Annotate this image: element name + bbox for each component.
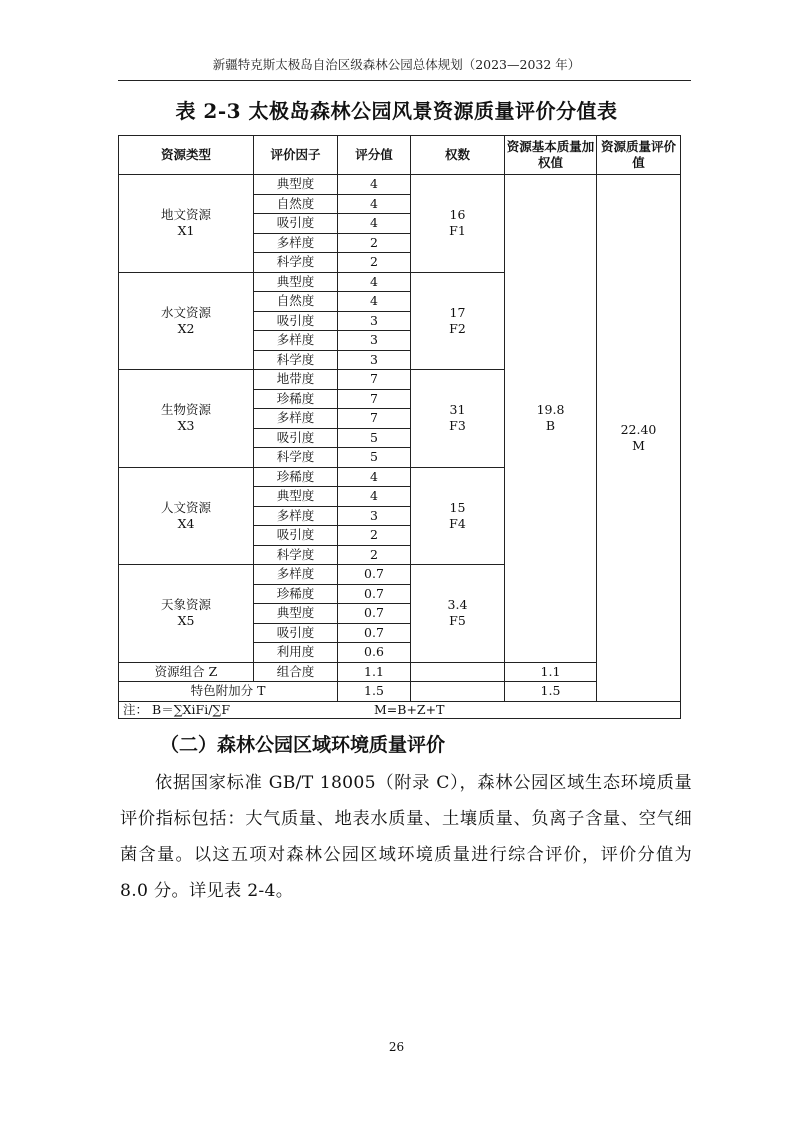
resource-type-cell — [119, 565, 254, 663]
resource-type-cell — [119, 175, 254, 273]
factor-cell: 科学度 — [254, 350, 338, 370]
score-cell: 3 — [338, 331, 411, 351]
score-cell: 4 — [338, 194, 411, 214]
col-header-factor: 评价因子 — [254, 136, 338, 175]
factor-cell: 地带度 — [254, 370, 338, 390]
page-number: 26 — [388, 1040, 405, 1054]
score-cell: 0.7 — [338, 584, 411, 604]
col-header-quality-value: 资源质量评价值 — [597, 136, 681, 175]
score-cell: 4 — [338, 272, 411, 292]
cell-line-1: 22.40 — [620, 421, 657, 437]
factor-cell: 科学度 — [254, 253, 338, 273]
weight-cell — [411, 565, 505, 663]
note-formula-m: M=B+Z+T — [374, 701, 445, 717]
combo-row — [119, 662, 681, 682]
table-body — [119, 175, 681, 719]
score-cell: 7 — [338, 409, 411, 429]
note-row — [119, 701, 681, 718]
bonus-weight-cell — [411, 682, 505, 702]
col-header-type: 资源类型 — [119, 136, 254, 175]
factor-cell: 珍稀度 — [254, 467, 338, 487]
factor-cell: 珍稀度 — [254, 584, 338, 604]
score-cell: 0.7 — [338, 604, 411, 624]
factor-cell: 多样度 — [254, 565, 338, 585]
score-cell: 7 — [338, 389, 411, 409]
cell-line-1: 31 — [449, 402, 466, 417]
combo-weight-cell — [411, 662, 505, 682]
score-cell: 3 — [338, 350, 411, 370]
cell-line-2: F4 — [449, 515, 466, 531]
cell-line-1: 15 — [449, 499, 466, 515]
table-title: 表 2-3 太极岛森林公园风景资源质量评价分值表 — [175, 99, 618, 123]
table-header-row — [119, 136, 681, 175]
bonus-score-cell: 1.5 — [338, 682, 411, 702]
factor-cell: 吸引度 — [254, 526, 338, 546]
score-cell: 0.7 — [338, 565, 411, 585]
page-header: 新疆特克斯太极岛自治区级森林公园总体规划（2023—2032 年） — [212, 57, 581, 72]
bonus-label-cell: 特色附加分 T — [119, 682, 338, 702]
score-cell: 4 — [338, 292, 411, 312]
cell-line-2: F2 — [449, 320, 466, 336]
cell-line-1: 生物资源 — [160, 402, 211, 417]
score-cell: 4 — [338, 214, 411, 234]
weight-cell — [411, 370, 505, 468]
score-cell: 4 — [338, 467, 411, 487]
bonus-row — [119, 682, 681, 702]
factor-cell: 自然度 — [254, 194, 338, 214]
factor-cell: 利用度 — [254, 643, 338, 663]
factor-cell: 典型度 — [254, 175, 338, 195]
cell-line-2: X4 — [177, 515, 195, 531]
cell-line-2: X1 — [177, 223, 195, 239]
combo-type-cell: 资源组合 Z — [119, 662, 254, 682]
cell-line-2: B — [545, 418, 556, 434]
weight-cell — [411, 467, 505, 565]
factor-cell: 珍稀度 — [254, 389, 338, 409]
quality-value-cell — [597, 175, 681, 702]
score-cell: 5 — [338, 448, 411, 468]
resource-type-cell — [119, 272, 254, 370]
col-header-base-weighted: 资源基本质量加权值 — [505, 136, 597, 175]
header-rule — [118, 80, 691, 81]
score-cell: 2 — [338, 233, 411, 253]
base-weighted-cell — [505, 175, 597, 663]
score-cell: 3 — [338, 506, 411, 526]
cell-line-1: 地文资源 — [160, 207, 211, 222]
score-cell: 2 — [338, 526, 411, 546]
score-cell: 2 — [338, 253, 411, 273]
cell-line-1: 19.8 — [536, 402, 565, 417]
cell-line-2: F3 — [449, 418, 466, 434]
cell-line-2: X5 — [177, 613, 195, 629]
weight-cell — [411, 272, 505, 370]
factor-cell: 吸引度 — [254, 428, 338, 448]
resource-type-cell — [119, 467, 254, 565]
factor-cell: 典型度 — [254, 487, 338, 507]
score-cell: 4 — [338, 487, 411, 507]
cell-line-2: X3 — [177, 418, 195, 434]
score-cell: 2 — [338, 545, 411, 565]
note-cell — [119, 701, 681, 718]
factor-cell: 吸引度 — [254, 623, 338, 643]
note-formula-b: B＝∑XiFi/∑F — [152, 701, 231, 717]
cell-line-2: F1 — [449, 223, 466, 239]
combo-factor-cell: 组合度 — [254, 662, 338, 682]
col-header-score: 评分值 — [338, 136, 411, 175]
factor-cell: 多样度 — [254, 506, 338, 526]
evaluation-table — [118, 135, 681, 719]
factor-cell: 科学度 — [254, 448, 338, 468]
table-row — [119, 175, 681, 195]
cell-line-1: 17 — [449, 304, 466, 320]
col-header-weight: 权数 — [411, 136, 505, 175]
cell-line-2: F5 — [449, 613, 466, 629]
score-cell: 4 — [338, 175, 411, 195]
factor-cell: 多样度 — [254, 409, 338, 429]
factor-cell: 吸引度 — [254, 311, 338, 331]
body-paragraph: 依据国家标准 GB/T 18005（附录 C），森林公园区域生态环境质量评价指标包括：大气质量、地表水质量、土壤质量、负离子含量、空气细菌含量。以这五项对森林公园区域环境质量进行综合评价，评价分值为 8.0 分。详见表 2-4。 — [120, 773, 692, 901]
score-cell: 7 — [338, 370, 411, 390]
score-cell: 0.7 — [338, 623, 411, 643]
score-cell: 5 — [338, 428, 411, 448]
cell-line-2: X2 — [177, 320, 195, 336]
score-cell: 0.6 — [338, 643, 411, 663]
cell-line-1: 水文资源 — [160, 304, 211, 320]
bonus-weighted-cell: 1.5 — [505, 682, 597, 702]
factor-cell: 典型度 — [254, 604, 338, 624]
note-label: 注： — [123, 701, 149, 717]
combo-score-cell: 1.1 — [338, 662, 411, 682]
section-heading: （二）森林公园区域环境质量评价 — [160, 734, 446, 756]
cell-line-1: 16 — [449, 207, 466, 222]
combo-weighted-cell: 1.1 — [505, 662, 597, 682]
factor-cell: 多样度 — [254, 331, 338, 351]
factor-cell: 科学度 — [254, 545, 338, 565]
factor-cell: 吸引度 — [254, 214, 338, 234]
factor-cell: 多样度 — [254, 233, 338, 253]
resource-type-cell — [119, 370, 254, 468]
cell-line-1: 3.4 — [447, 597, 468, 612]
factor-cell: 典型度 — [254, 272, 338, 292]
cell-line-1: 人文资源 — [160, 499, 211, 515]
cell-line-2: M — [632, 437, 645, 453]
cell-line-1: 天象资源 — [160, 597, 211, 612]
score-cell: 3 — [338, 311, 411, 331]
factor-cell: 自然度 — [254, 292, 338, 312]
weight-cell — [411, 175, 505, 273]
